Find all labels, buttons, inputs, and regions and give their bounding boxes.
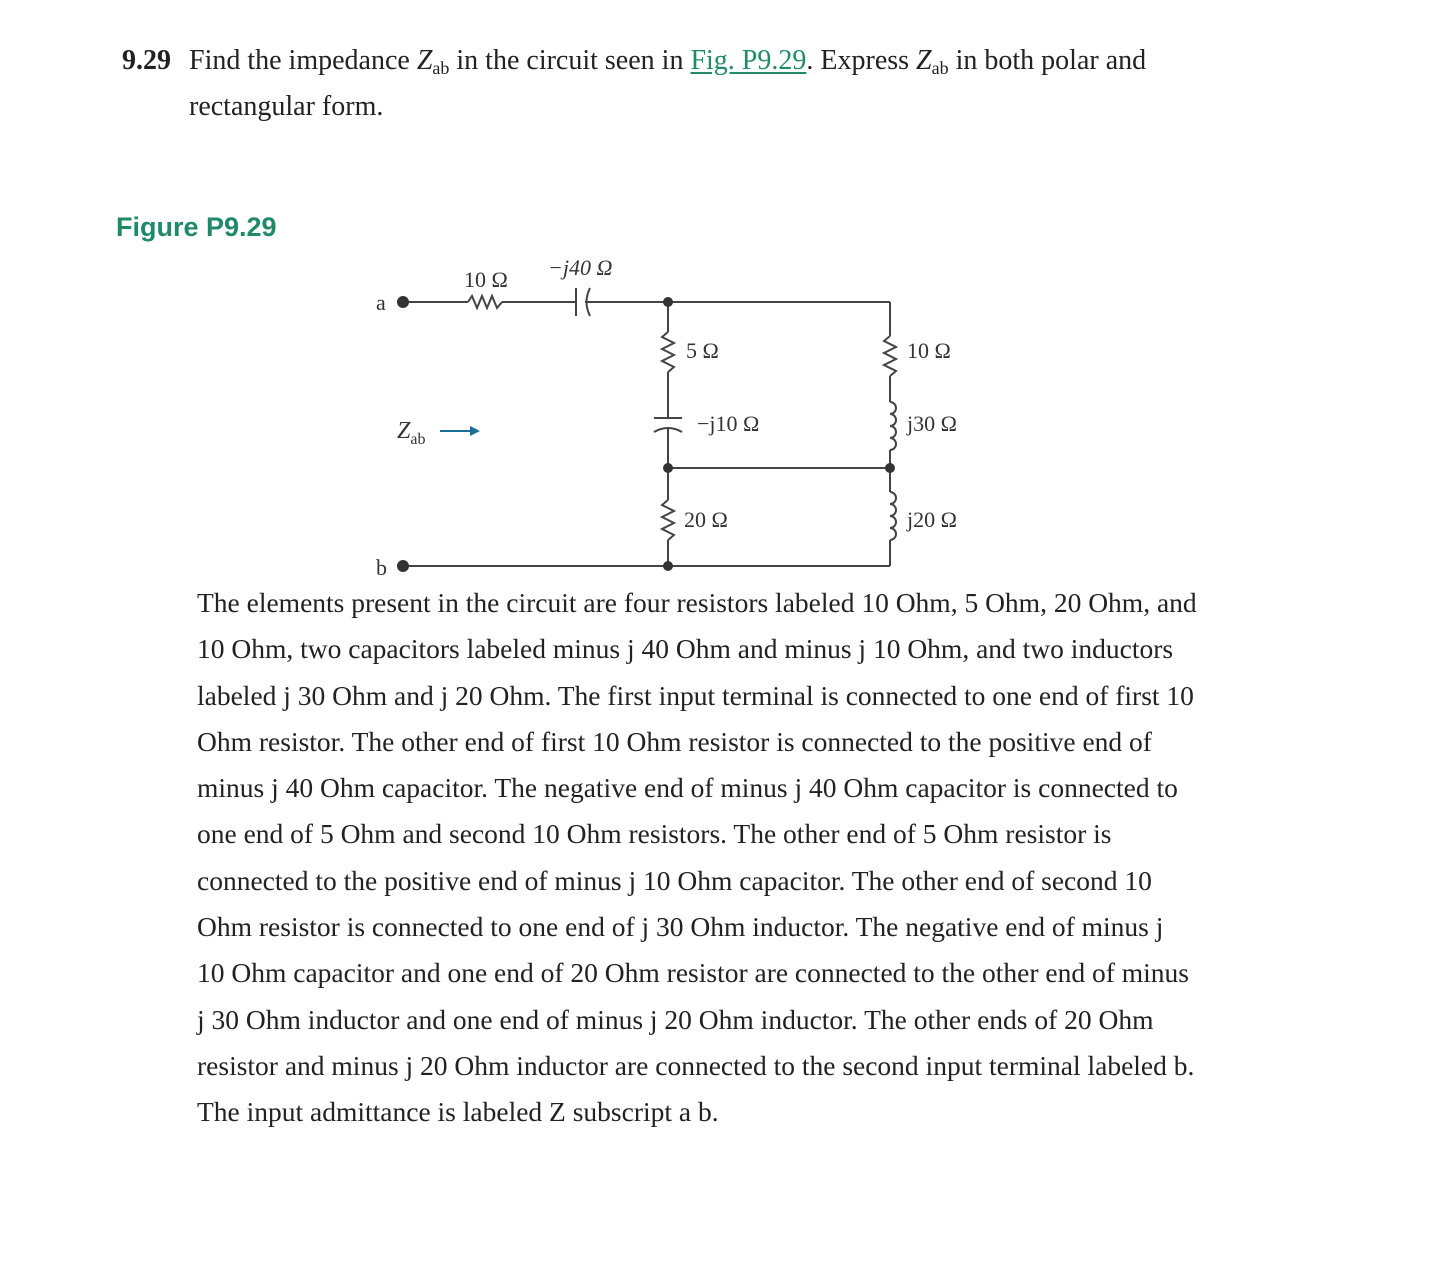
problem-text-3: . Express bbox=[806, 45, 910, 76]
problem-text-4: in both polar and bbox=[955, 45, 1147, 76]
label-r1-10ohm: 10 Ω bbox=[464, 267, 508, 292]
node-mid-left bbox=[663, 463, 673, 473]
zab-label: $Z_{ab}$ bbox=[397, 418, 426, 448]
terminal-a-label: a bbox=[376, 290, 386, 315]
label-c2-j10: −j10 Ω bbox=[697, 411, 760, 436]
label-r2-5ohm: 5 Ω bbox=[686, 338, 719, 363]
problem-number: 9.29 bbox=[122, 45, 171, 76]
node-mid-right bbox=[885, 463, 895, 473]
zab-symbol-inline-1: $Z_{ab}$ bbox=[416, 45, 450, 78]
label-c1-j40: −j40 Ω bbox=[548, 255, 613, 280]
problem-line-2: rectangular form. bbox=[189, 91, 384, 122]
node-top bbox=[663, 297, 673, 307]
label-r3-20ohm: 20 Ω bbox=[684, 507, 728, 532]
problem-text-2: in the circuit seen in bbox=[456, 45, 684, 76]
figure-description bbox=[197, 580, 1197, 1136]
figure-label: Figure P9.29 bbox=[116, 212, 277, 242]
terminal-b-label: b bbox=[376, 555, 387, 580]
figure-description-text: The elements present in the circuit are four resistors labeled 10 Ohm, 5 Ohm, 20 Ohm, and 10 Ohm, two capacitors labeled minus j 40 Ohm and minus j 10 Ohm, and two inductors labeled j 30 Ohm and j 20 Ohm. The first input terminal is connected to one end of first 10 Ohm resistor. The other end of first 10 Ohm resistor is connected to the positive end of minus j 40 Ohm capacitor. The negative end of minus j 40 Ohm capacitor is connected to one end of 5 Ohm and second 10 Ohm resistors. The other end of 5 Ohm resistor is connected to the positive end of minus j 10 Ohm capacitor. The other end of second 10 Ohm resistor is connected to one end of j 30 Ohm inductor. The negative end of minus j 10 Ohm capacitor and one end of 20 Ohm resistor are connected to the other end of minus j 30 Ohm inductor and one end of minus j 20 Ohm inductor. The other ends of 20 Ohm resistor and minus j 20 Ohm inductor are connected to the second input terminal labeled b. The input admittance is labeled Z subscript a b. bbox=[197, 587, 1197, 1128]
zab-arrow bbox=[440, 426, 480, 436]
node-bottom bbox=[663, 561, 673, 571]
terminal-b-dot bbox=[397, 560, 409, 572]
terminal-a-dot bbox=[397, 296, 409, 308]
label-l2-j20: j20 Ω bbox=[907, 507, 957, 532]
label-l1-j30: j30 Ω bbox=[907, 411, 957, 436]
circuit-wires bbox=[403, 288, 896, 566]
figure-link[interactable]: Fig. P9.29 bbox=[690, 45, 807, 76]
problem-text-1: Find the impedance bbox=[189, 45, 410, 76]
label-r4-10ohm: 10 Ω bbox=[907, 338, 951, 363]
zab-symbol-inline-2: $Z_{ab}$ bbox=[916, 45, 949, 78]
